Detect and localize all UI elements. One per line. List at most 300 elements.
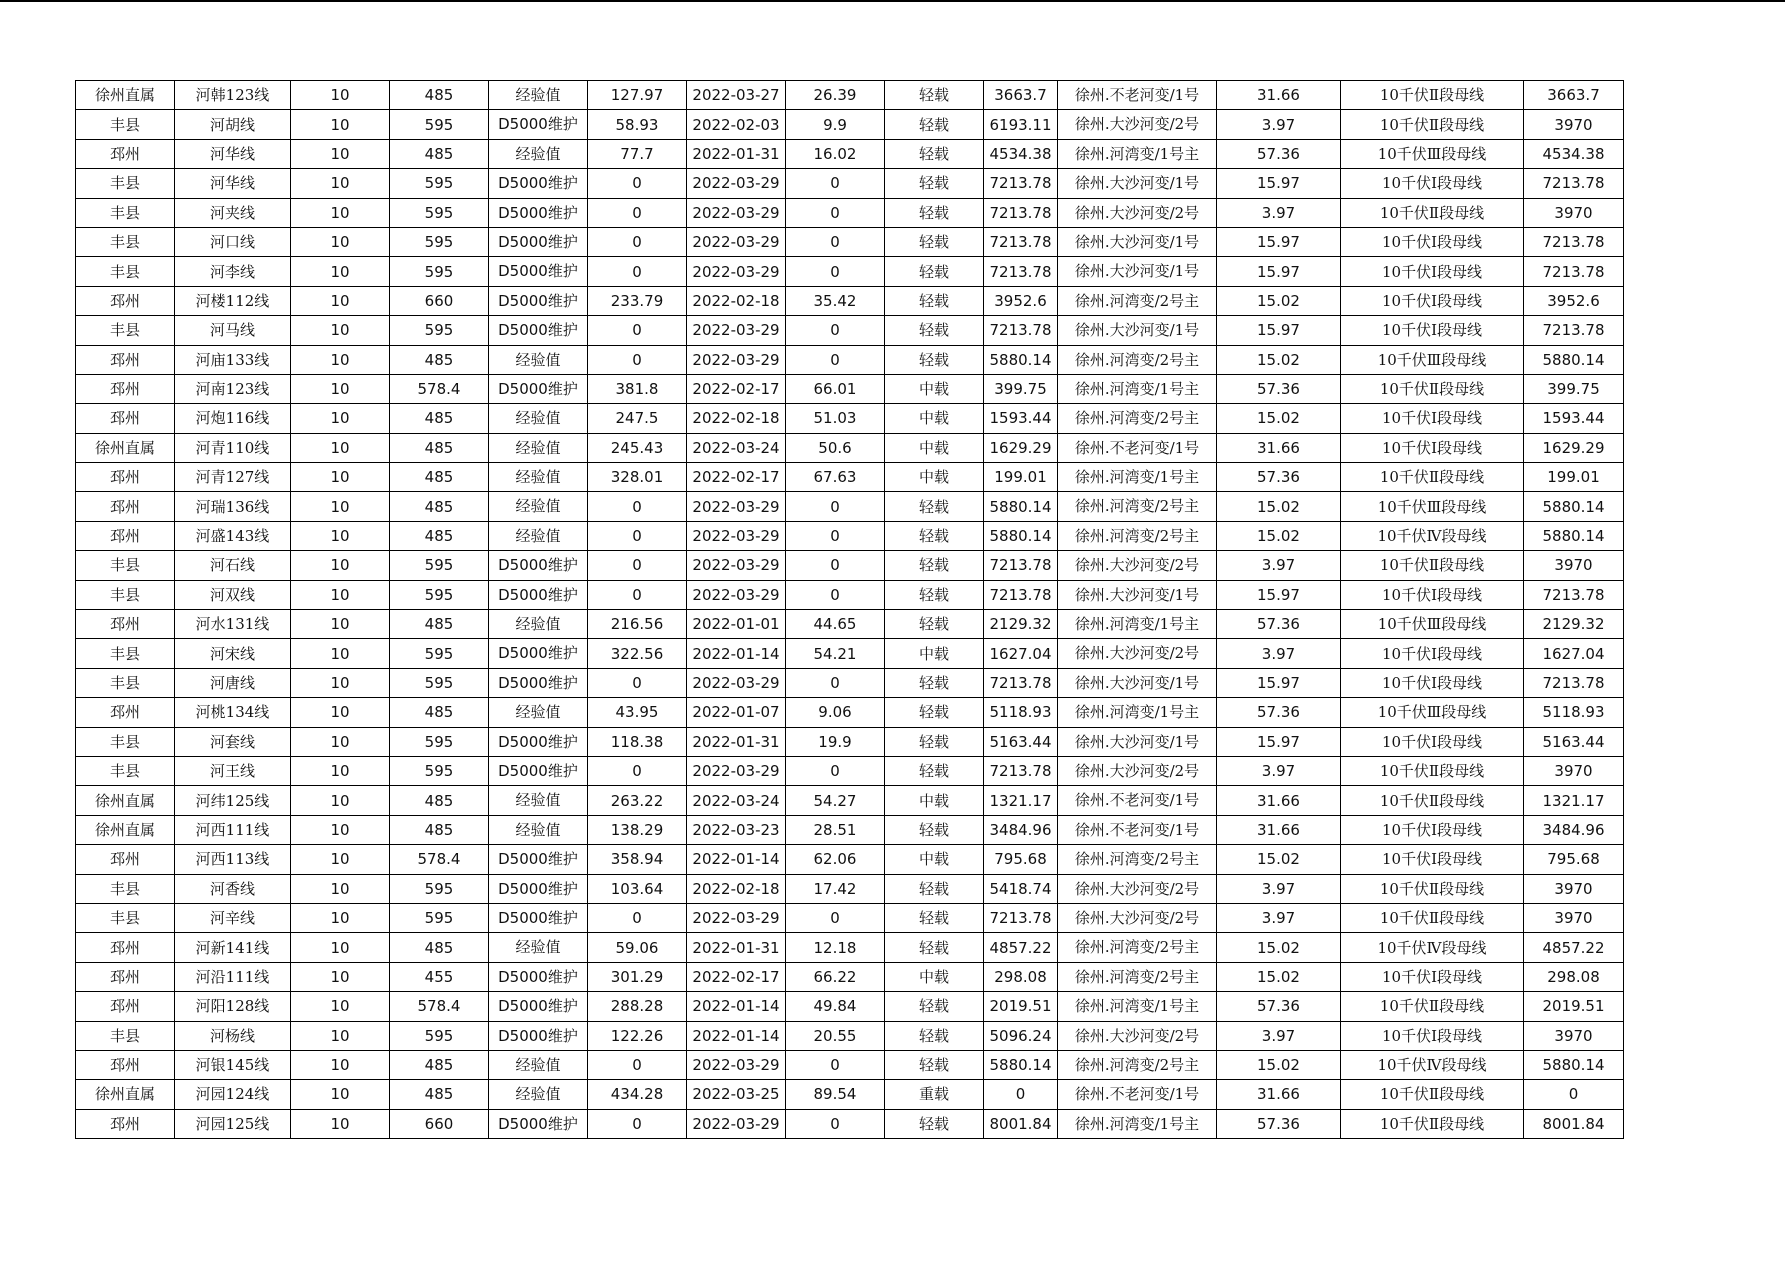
cell-district: 丰县 (76, 756, 175, 785)
cell-source: D5000维护 (489, 903, 588, 932)
cell-voltage: 10 (291, 639, 390, 668)
cell-capacity: 3484.96 (1524, 815, 1624, 844)
cell-date: 2022-03-29 (687, 316, 786, 345)
cell-voltage: 10 (291, 198, 390, 227)
cell-bus-section: 10千伏Ⅰ段母线 (1341, 1021, 1524, 1050)
cell-date: 2022-02-18 (687, 874, 786, 903)
cell-load-status: 轻载 (885, 198, 984, 227)
cell-available-capacity: 2129.32 (984, 610, 1058, 639)
cell-max-current: 0 (588, 198, 687, 227)
cell-transformer-load: 15.02 (1217, 345, 1341, 374)
cell-available-capacity: 7213.78 (984, 756, 1058, 785)
cell-date: 2022-02-18 (687, 286, 786, 315)
cell-district: 丰县 (76, 874, 175, 903)
cell-date: 2022-02-17 (687, 962, 786, 991)
cell-transformer-load: 3.97 (1217, 903, 1341, 932)
table-row (76, 845, 1624, 874)
cell-substation: 徐州.河湾变/1号主 (1058, 610, 1217, 639)
cell-transformer-load: 57.36 (1217, 610, 1341, 639)
cell-max-current: 0 (588, 257, 687, 286)
cell-district: 徐州直属 (76, 1080, 175, 1109)
cell-bus-section: 10千伏Ⅰ段母线 (1341, 404, 1524, 433)
cell-max-current: 0 (588, 521, 687, 550)
cell-substation: 徐州.河湾变/2号主 (1058, 845, 1217, 874)
cell-date: 2022-03-29 (687, 551, 786, 580)
cell-date: 2022-03-29 (687, 198, 786, 227)
table-row (76, 433, 1624, 462)
cell-transformer-load: 57.36 (1217, 374, 1341, 403)
cell-capacity: 1321.17 (1524, 786, 1624, 815)
cell-load-rate: 0 (786, 198, 885, 227)
cell-bus-section: 10千伏Ⅳ段母线 (1341, 933, 1524, 962)
table-row (76, 139, 1624, 168)
cell-load-status: 轻载 (885, 286, 984, 315)
cell-available-capacity: 6193.11 (984, 110, 1058, 139)
table-row (76, 374, 1624, 403)
cell-capacity: 5880.14 (1524, 1050, 1624, 1079)
cell-line-name: 河沿111线 (175, 962, 291, 991)
cell-load-status: 轻载 (885, 110, 984, 139)
cell-max-current: 0 (588, 668, 687, 697)
cell-substation: 徐州.河湾变/1号主 (1058, 698, 1217, 727)
table-row (76, 110, 1624, 139)
cell-rated-current: 455 (390, 962, 489, 991)
cell-line-name: 河青127线 (175, 463, 291, 492)
cell-rated-current: 595 (390, 551, 489, 580)
table-row (76, 610, 1624, 639)
table-row (76, 815, 1624, 844)
table-row (76, 345, 1624, 374)
cell-date: 2022-03-29 (687, 521, 786, 550)
cell-transformer-load: 15.02 (1217, 845, 1341, 874)
cell-load-rate: 67.63 (786, 463, 885, 492)
cell-max-current: 0 (588, 169, 687, 198)
cell-transformer-load: 31.66 (1217, 433, 1341, 462)
cell-available-capacity: 7213.78 (984, 316, 1058, 345)
cell-load-status: 轻载 (885, 610, 984, 639)
cell-transformer-load: 15.02 (1217, 492, 1341, 521)
cell-source: 经验值 (489, 345, 588, 374)
cell-voltage: 10 (291, 698, 390, 727)
cell-transformer-load: 31.66 (1217, 786, 1341, 815)
table-row (76, 639, 1624, 668)
cell-source: D5000维护 (489, 639, 588, 668)
cell-bus-section: 10千伏Ⅱ段母线 (1341, 756, 1524, 785)
cell-transformer-load: 3.97 (1217, 1021, 1341, 1050)
table-row (76, 874, 1624, 903)
cell-district: 丰县 (76, 1021, 175, 1050)
cell-load-rate: 20.55 (786, 1021, 885, 1050)
cell-transformer-load: 15.97 (1217, 169, 1341, 198)
cell-voltage: 10 (291, 903, 390, 932)
cell-capacity: 199.01 (1524, 463, 1624, 492)
cell-load-rate: 9.9 (786, 110, 885, 139)
cell-source: D5000维护 (489, 286, 588, 315)
cell-substation: 徐州.大沙河变/1号 (1058, 668, 1217, 697)
cell-load-rate: 0 (786, 551, 885, 580)
cell-source: 经验值 (489, 786, 588, 815)
cell-voltage: 10 (291, 345, 390, 374)
cell-available-capacity: 3484.96 (984, 815, 1058, 844)
cell-line-name: 河华线 (175, 169, 291, 198)
cell-load-status: 轻载 (885, 903, 984, 932)
cell-transformer-load: 15.97 (1217, 257, 1341, 286)
cell-bus-section: 10千伏Ⅰ段母线 (1341, 580, 1524, 609)
cell-transformer-load: 15.97 (1217, 668, 1341, 697)
cell-bus-section: 10千伏Ⅱ段母线 (1341, 81, 1524, 110)
cell-substation: 徐州.不老河变/1号 (1058, 81, 1217, 110)
cell-substation: 徐州.大沙河变/2号 (1058, 874, 1217, 903)
cell-load-rate: 0 (786, 580, 885, 609)
cell-rated-current: 485 (390, 786, 489, 815)
cell-load-status: 轻载 (885, 551, 984, 580)
cell-line-name: 河园124线 (175, 1080, 291, 1109)
cell-source: D5000维护 (489, 1109, 588, 1138)
cell-capacity: 7213.78 (1524, 227, 1624, 256)
cell-load-rate: 54.21 (786, 639, 885, 668)
cell-voltage: 10 (291, 81, 390, 110)
cell-bus-section: 10千伏Ⅲ段母线 (1341, 139, 1524, 168)
cell-available-capacity: 5096.24 (984, 1021, 1058, 1050)
cell-source: 经验值 (489, 404, 588, 433)
cell-district: 邳州 (76, 992, 175, 1021)
cell-max-current: 358.94 (588, 845, 687, 874)
cell-substation: 徐州.不老河变/1号 (1058, 433, 1217, 462)
table-row (76, 286, 1624, 315)
cell-line-name: 河水131线 (175, 610, 291, 639)
cell-substation: 徐州.河湾变/1号主 (1058, 374, 1217, 403)
cell-bus-section: 10千伏Ⅰ段母线 (1341, 815, 1524, 844)
cell-load-rate: 0 (786, 169, 885, 198)
cell-available-capacity: 1627.04 (984, 639, 1058, 668)
cell-capacity: 5880.14 (1524, 345, 1624, 374)
cell-voltage: 10 (291, 727, 390, 756)
cell-transformer-load: 57.36 (1217, 1109, 1341, 1138)
cell-substation: 徐州.河湾变/2号主 (1058, 1050, 1217, 1079)
cell-load-rate: 0 (786, 345, 885, 374)
cell-transformer-load: 15.02 (1217, 962, 1341, 991)
cell-available-capacity: 399.75 (984, 374, 1058, 403)
cell-load-rate: 62.06 (786, 845, 885, 874)
cell-capacity: 1629.29 (1524, 433, 1624, 462)
cell-rated-current: 578.4 (390, 992, 489, 1021)
cell-max-current: 245.43 (588, 433, 687, 462)
cell-bus-section: 10千伏Ⅳ段母线 (1341, 1050, 1524, 1079)
cell-load-rate: 12.18 (786, 933, 885, 962)
cell-bus-section: 10千伏Ⅳ段母线 (1341, 521, 1524, 550)
cell-source: 经验值 (489, 933, 588, 962)
cell-bus-section: 10千伏Ⅲ段母线 (1341, 610, 1524, 639)
cell-max-current: 43.95 (588, 698, 687, 727)
cell-load-status: 轻载 (885, 933, 984, 962)
cell-district: 邳州 (76, 845, 175, 874)
cell-line-name: 河楼112线 (175, 286, 291, 315)
cell-rated-current: 485 (390, 1080, 489, 1109)
cell-line-name: 河夹线 (175, 198, 291, 227)
cell-line-name: 河杨线 (175, 1021, 291, 1050)
cell-rated-current: 485 (390, 345, 489, 374)
cell-substation: 徐州.河湾变/2号主 (1058, 404, 1217, 433)
cell-district: 邳州 (76, 286, 175, 315)
cell-voltage: 10 (291, 374, 390, 403)
cell-substation: 徐州.大沙河变/2号 (1058, 903, 1217, 932)
cell-transformer-load: 15.97 (1217, 727, 1341, 756)
cell-available-capacity: 7213.78 (984, 903, 1058, 932)
cell-district: 丰县 (76, 316, 175, 345)
cell-voltage: 10 (291, 169, 390, 198)
cell-district: 丰县 (76, 580, 175, 609)
cell-substation: 徐州.大沙河变/1号 (1058, 580, 1217, 609)
cell-transformer-load: 3.97 (1217, 198, 1341, 227)
cell-district: 徐州直属 (76, 815, 175, 844)
cell-date: 2022-02-03 (687, 110, 786, 139)
cell-voltage: 10 (291, 257, 390, 286)
cell-capacity: 5118.93 (1524, 698, 1624, 727)
cell-line-name: 河盛143线 (175, 521, 291, 550)
cell-district: 邳州 (76, 404, 175, 433)
cell-max-current: 0 (588, 316, 687, 345)
cell-line-name: 河双线 (175, 580, 291, 609)
cell-date: 2022-03-29 (687, 257, 786, 286)
cell-available-capacity: 5118.93 (984, 698, 1058, 727)
cell-source: 经验值 (489, 610, 588, 639)
cell-transformer-load: 3.97 (1217, 110, 1341, 139)
cell-source: D5000维护 (489, 1021, 588, 1050)
cell-line-name: 河辛线 (175, 903, 291, 932)
cell-load-rate: 50.6 (786, 433, 885, 462)
cell-substation: 徐州.不老河变/1号 (1058, 786, 1217, 815)
cell-load-status: 轻载 (885, 1021, 984, 1050)
cell-max-current: 103.64 (588, 874, 687, 903)
cell-district: 邳州 (76, 521, 175, 550)
cell-transformer-load: 15.97 (1217, 580, 1341, 609)
table-row (76, 992, 1624, 1021)
cell-line-name: 河王线 (175, 756, 291, 785)
cell-available-capacity: 5880.14 (984, 521, 1058, 550)
cell-available-capacity: 298.08 (984, 962, 1058, 991)
cell-line-name: 河阳128线 (175, 992, 291, 1021)
cell-load-status: 轻载 (885, 756, 984, 785)
cell-transformer-load: 57.36 (1217, 698, 1341, 727)
cell-date: 2022-03-29 (687, 345, 786, 374)
cell-substation: 徐州.大沙河变/1号 (1058, 257, 1217, 286)
cell-voltage: 10 (291, 492, 390, 521)
cell-district: 丰县 (76, 903, 175, 932)
cell-bus-section: 10千伏Ⅱ段母线 (1341, 198, 1524, 227)
cell-available-capacity: 7213.78 (984, 169, 1058, 198)
top-border-line (0, 0, 1785, 2)
cell-max-current: 0 (588, 756, 687, 785)
cell-load-rate: 49.84 (786, 992, 885, 1021)
cell-substation: 徐州.大沙河变/2号 (1058, 198, 1217, 227)
cell-rated-current: 595 (390, 227, 489, 256)
cell-capacity: 3952.6 (1524, 286, 1624, 315)
cell-capacity: 7213.78 (1524, 257, 1624, 286)
cell-bus-section: 10千伏Ⅰ段母线 (1341, 845, 1524, 874)
cell-load-status: 轻载 (885, 81, 984, 110)
cell-available-capacity: 3663.7 (984, 81, 1058, 110)
cell-load-rate: 19.9 (786, 727, 885, 756)
cell-load-status: 中载 (885, 433, 984, 462)
cell-date: 2022-03-29 (687, 1050, 786, 1079)
cell-transformer-load: 15.02 (1217, 286, 1341, 315)
cell-district: 徐州直属 (76, 81, 175, 110)
table-row (76, 962, 1624, 991)
cell-available-capacity: 0 (984, 1080, 1058, 1109)
cell-district: 邳州 (76, 962, 175, 991)
table-row (76, 521, 1624, 550)
cell-load-rate: 0 (786, 1050, 885, 1079)
cell-transformer-load: 15.97 (1217, 227, 1341, 256)
cell-bus-section: 10千伏Ⅰ段母线 (1341, 962, 1524, 991)
cell-bus-section: 10千伏Ⅱ段母线 (1341, 874, 1524, 903)
cell-district: 丰县 (76, 110, 175, 139)
cell-load-rate: 0 (786, 316, 885, 345)
cell-rated-current: 485 (390, 81, 489, 110)
cell-voltage: 10 (291, 668, 390, 697)
cell-available-capacity: 7213.78 (984, 198, 1058, 227)
cell-voltage: 10 (291, 815, 390, 844)
cell-voltage: 10 (291, 551, 390, 580)
cell-substation: 徐州.大沙河变/2号 (1058, 639, 1217, 668)
cell-source: D5000维护 (489, 110, 588, 139)
cell-bus-section: 10千伏Ⅰ段母线 (1341, 639, 1524, 668)
cell-district: 丰县 (76, 227, 175, 256)
cell-source: 经验值 (489, 1080, 588, 1109)
cell-max-current: 0 (588, 227, 687, 256)
cell-load-rate: 35.42 (786, 286, 885, 315)
table-row (76, 169, 1624, 198)
cell-date: 2022-03-29 (687, 169, 786, 198)
cell-transformer-load: 57.36 (1217, 463, 1341, 492)
cell-date: 2022-02-17 (687, 374, 786, 403)
cell-capacity: 3970 (1524, 874, 1624, 903)
cell-max-current: 233.79 (588, 286, 687, 315)
cell-substation: 徐州.不老河变/1号 (1058, 815, 1217, 844)
cell-load-rate: 0 (786, 521, 885, 550)
table-row (76, 1050, 1624, 1079)
cell-district: 丰县 (76, 551, 175, 580)
cell-date: 2022-03-27 (687, 81, 786, 110)
cell-available-capacity: 7213.78 (984, 668, 1058, 697)
cell-line-name: 河胡线 (175, 110, 291, 139)
cell-line-name: 河套线 (175, 727, 291, 756)
cell-available-capacity: 5418.74 (984, 874, 1058, 903)
cell-capacity: 4857.22 (1524, 933, 1624, 962)
cell-rated-current: 595 (390, 316, 489, 345)
cell-available-capacity: 199.01 (984, 463, 1058, 492)
cell-capacity: 3970 (1524, 1021, 1624, 1050)
cell-date: 2022-03-29 (687, 668, 786, 697)
cell-voltage: 10 (291, 786, 390, 815)
cell-load-rate: 66.22 (786, 962, 885, 991)
cell-voltage: 10 (291, 580, 390, 609)
cell-substation: 徐州.河湾变/1号主 (1058, 1109, 1217, 1138)
cell-date: 2022-03-29 (687, 903, 786, 932)
cell-capacity: 7213.78 (1524, 316, 1624, 345)
cell-load-status: 轻载 (885, 698, 984, 727)
cell-load-status: 轻载 (885, 345, 984, 374)
cell-source: 经验值 (489, 139, 588, 168)
cell-source: 经验值 (489, 81, 588, 110)
cell-rated-current: 485 (390, 610, 489, 639)
table-row (76, 227, 1624, 256)
cell-district: 邳州 (76, 463, 175, 492)
cell-load-status: 轻载 (885, 1050, 984, 1079)
table-row (76, 756, 1624, 785)
cell-bus-section: 10千伏Ⅱ段母线 (1341, 1109, 1524, 1138)
cell-capacity: 4534.38 (1524, 139, 1624, 168)
cell-load-status: 中载 (885, 962, 984, 991)
cell-load-status: 轻载 (885, 727, 984, 756)
cell-transformer-load: 3.97 (1217, 639, 1341, 668)
cell-available-capacity: 8001.84 (984, 1109, 1058, 1138)
cell-max-current: 122.26 (588, 1021, 687, 1050)
cell-line-name: 河口线 (175, 227, 291, 256)
cell-load-status: 轻载 (885, 492, 984, 521)
cell-date: 2022-01-01 (687, 610, 786, 639)
cell-rated-current: 485 (390, 698, 489, 727)
cell-load-rate: 0 (786, 1109, 885, 1138)
cell-capacity: 0 (1524, 1080, 1624, 1109)
cell-load-rate: 51.03 (786, 404, 885, 433)
cell-available-capacity: 7213.78 (984, 257, 1058, 286)
cell-line-name: 河银145线 (175, 1050, 291, 1079)
cell-bus-section: 10千伏Ⅱ段母线 (1341, 374, 1524, 403)
cell-max-current: 0 (588, 903, 687, 932)
cell-rated-current: 595 (390, 169, 489, 198)
cell-max-current: 263.22 (588, 786, 687, 815)
cell-substation: 徐州.河湾变/1号主 (1058, 992, 1217, 1021)
cell-line-name: 河石线 (175, 551, 291, 580)
cell-max-current: 381.8 (588, 374, 687, 403)
cell-capacity: 3970 (1524, 110, 1624, 139)
cell-line-name: 河西113线 (175, 845, 291, 874)
cell-line-name: 河马线 (175, 316, 291, 345)
cell-date: 2022-01-14 (687, 845, 786, 874)
cell-date: 2022-01-07 (687, 698, 786, 727)
cell-max-current: 322.56 (588, 639, 687, 668)
cell-load-status: 轻载 (885, 580, 984, 609)
cell-date: 2022-03-29 (687, 227, 786, 256)
cell-rated-current: 485 (390, 139, 489, 168)
cell-substation: 徐州.大沙河变/2号 (1058, 756, 1217, 785)
cell-voltage: 10 (291, 110, 390, 139)
cell-capacity: 1593.44 (1524, 404, 1624, 433)
cell-voltage: 10 (291, 286, 390, 315)
cell-load-rate: 0 (786, 257, 885, 286)
cell-source: D5000维护 (489, 316, 588, 345)
cell-voltage: 10 (291, 521, 390, 550)
cell-transformer-load: 31.66 (1217, 1080, 1341, 1109)
cell-transformer-load: 3.97 (1217, 756, 1341, 785)
cell-substation: 徐州.大沙河变/1号 (1058, 227, 1217, 256)
cell-max-current: 138.29 (588, 815, 687, 844)
cell-bus-section: 10千伏Ⅱ段母线 (1341, 551, 1524, 580)
cell-available-capacity: 1629.29 (984, 433, 1058, 462)
cell-source: D5000维护 (489, 992, 588, 1021)
table-row (76, 81, 1624, 110)
cell-source: D5000维护 (489, 580, 588, 609)
cell-available-capacity: 7213.78 (984, 580, 1058, 609)
cell-rated-current: 485 (390, 815, 489, 844)
cell-district: 邳州 (76, 1050, 175, 1079)
cell-date: 2022-01-14 (687, 1021, 786, 1050)
cell-rated-current: 595 (390, 198, 489, 227)
table-row (76, 1080, 1624, 1109)
cell-substation: 徐州.河湾变/2号主 (1058, 492, 1217, 521)
cell-date: 2022-02-18 (687, 404, 786, 433)
